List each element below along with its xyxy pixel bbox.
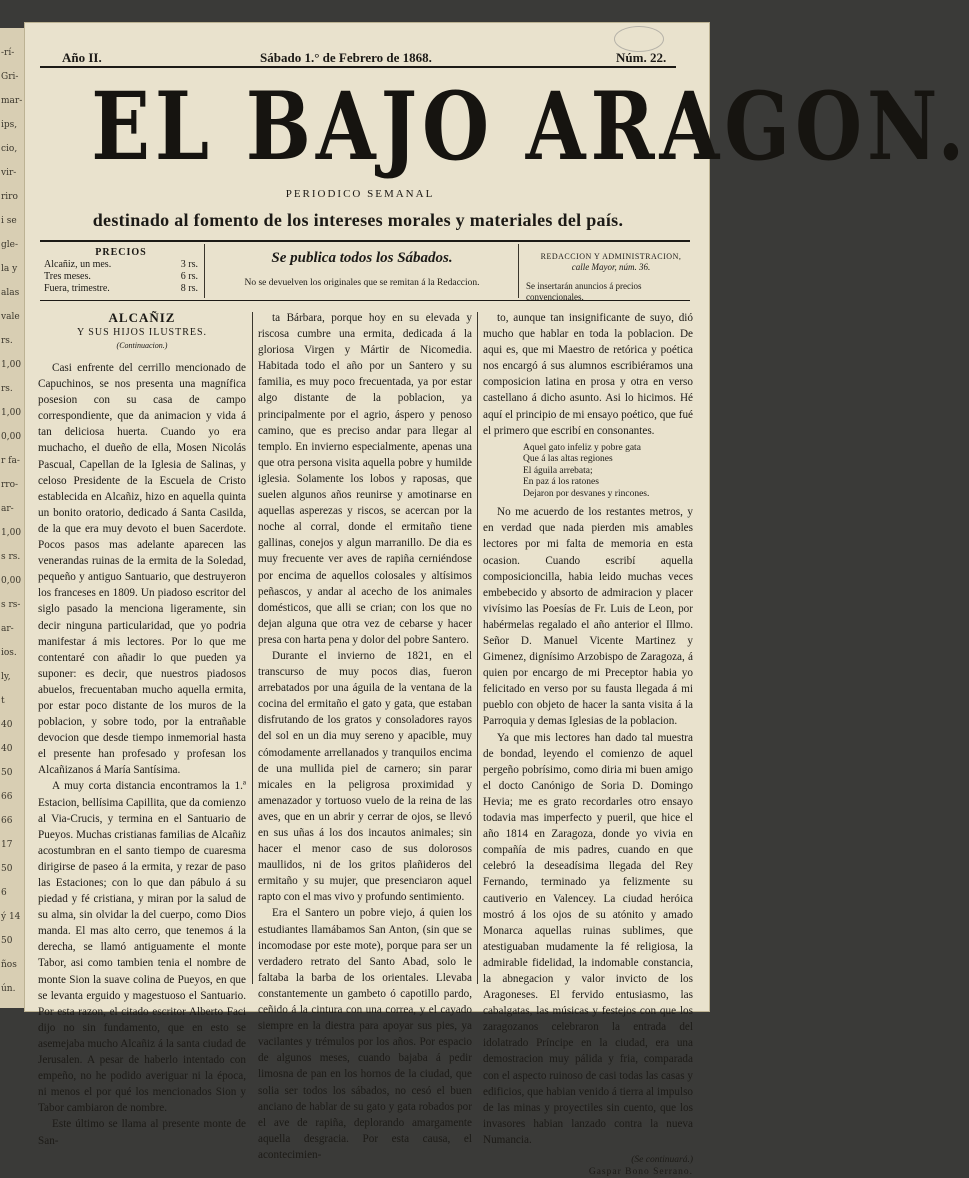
masthead-tagline: destinado al fomento de los intereses morales y materiales del país. [92,210,624,230]
verse-line: El águila arrebata; [523,465,593,476]
left-page-fragment: 66 [1,816,13,826]
publication-schedule: Se publica todos los Sábados. [271,250,453,266]
price-value: 3 rs. [180,259,198,270]
article-heading: ALCAÑIZ [108,310,176,325]
article-paragraph: Ya que mis lectores han dado tal muestra de bondad, leyendo el comienzo de aquel pergeño pobrísimo, como diria mi buen amigo el docto Canónigo de Soria D. Domingo Hevia; me es grato recordarles otro ensayo todavia mas imperfecto y pueril, que hice el año 1814 en Zaragoza, donde yo vivia en compañía de mis padres, cuando en que celebró la deseadísima llegada del Rey Fernando, terminado ya felizmente su cautiverio en Valencey. La ciudad heróica mostró á los ojos de su atónito y amado Monarca aquellas ruinas sublimes, que atestiguaban mudamente la fé religiosa, la admirable fidelidad, la indomable constancia, la abnegacion y valor invicto de los Aragoneses. El fervido entusiasmo, las cabalgatas, las músicas y festejos con que los zaragozanos celebraron la entrada del idolatrado Príncipe en la ciudad, era una demostracion muy pálida y fria, comparada con el aspecto ruinoso de casi todas las casas y edificios, que habian venido á tierra al impulso de las minas y proyectiles sin cuento, que los invasores habian lanzado contra la nueva Numancia. [483,731,694,1146]
left-page-fragment: 0,00 [1,576,22,586]
office-address: calle Mayor, núm. 36. [571,262,651,272]
publication-box [210,246,514,290]
left-page-fragment: 6 [1,888,7,898]
left-page-fragment: ly, [1,672,11,682]
left-page-fragment: 1,00 [1,360,22,370]
article-column-2 [258,310,472,1163]
issue-date: Sábado 1.° de Febrero de 1868. [260,50,432,65]
prices-heading: PRECIOS [95,247,147,258]
column-rule-1 [252,312,253,984]
left-page-fragment: 1,00 [1,528,22,538]
left-page-fragment: riro [1,192,18,202]
left-page-fragment: t [1,696,5,706]
article-paragraph: Era el Santero un pobre viejo, á quien los estudiantes llamábamos San Anton, (sin que se incomodase por este mote), porque para ser un verdadero retrato del Santo Abad, solo le faltaba la barba de los orientales. Llevaba constantemente un gambeto ó capotillo pardo, ceñido á la cintura con una correa, y el cayado siempre en la diestra para apoyar sus pies, ya vacilantes y trémulos por los años. Por espacio de algunos meses, cuando bajaba á pedir limosna de pan en los hornos de la ciudad, que solia ser todos los sábados, no cesó el buen anciano de hablar de su gato y gata robados por el ave de rapiña, deplorando amargamente aquella desgracia. Por esta causa, el acontecimien- [258,907,472,1161]
left-page-fragment: mar- [1,96,23,106]
issue-year: Año II. [62,50,102,65]
left-page-fragment: rro- [1,480,19,490]
price-label: Tres meses. [44,271,91,282]
left-page-fragment: 0,00 [1,432,22,442]
masthead-title: EL BAJO ARAGON. [91,72,969,182]
verse-line: Que á las altas regiones [523,454,613,465]
article-paragraph: to, aunque tan insignificante de suyo, dió mucho que hablar en toda la poblacion. De aqui es, que mi Maestro de retórica y poética nos encargó á sus alumnos escribiéramos una composicion latina en prosa y otra en verso castellano á dicho asunto. Asi lo hicimos. Hé aquí el principio de mi ensayo poético, que fué el primero que escribí en consonantes. [483,312,693,437]
price-row [44,271,198,283]
left-page-fragment: ún. [1,984,16,994]
left-page-fragment: la y [1,264,18,274]
article-paragraph: No me acuerdo de los restantes metros, y en verdad que nada pierden mis amables lectores por mi falta de memoria en esta ocasion. Cuando escribí aquella composicioncilla, habia leido muchas veces embebecido y absorto de admiracion y placer vivísimo las Poesías de Fr. Luis de Leon, por habérmelas regalado el año anterior el Illmo. Señor D. Manuel Vicente Martinez y Gimenez, dignísimo Arzobispo de Zaragoza, á quien por encargo de mi Preceptor habia yo felicitado en verso por su fausta llegada á mi pueblo con objeto de hacer la santa visita á la Parroquia y demas Iglesias de la poblacion. [483,506,693,728]
left-page-fragment: Gri- [1,72,19,82]
left-page-fragment: ar- [1,504,14,514]
left-page-fragment: 50 [1,864,13,874]
prices-list [44,259,198,295]
price-value: 8 rs. [180,283,198,294]
article-column-3 [483,310,693,1178]
prices-box [44,247,198,295]
left-page-fragment: 50 [1,936,13,946]
info-divider-1 [204,244,205,298]
left-page-fragment: ý 14 [1,912,21,922]
publication-note: No se devuelven los originales que se remitan á la Redaccion. [244,278,480,288]
left-page-fragment: 1,00 [1,408,22,418]
poem-verse [523,443,693,501]
masthead-subtitle: PERIODICO SEMANAL [285,188,435,200]
left-page-fragment: ar- [1,624,14,634]
issue-number: Núm. 22. [616,50,667,65]
office-heading: REDACCION Y ADMINISTRACION, [540,252,682,261]
left-page-fragment: vir- [1,168,17,178]
price-row [44,259,198,271]
left-page-fragment: s rs. [1,552,21,562]
office-ads: Se insertarán anuncios á precios convencionales. [526,281,642,302]
column-3-text-continued [483,504,693,1148]
to-be-continued: (Se continuará.) [631,1155,693,1165]
left-page-fragment: s rs- [1,600,21,610]
column-3-text [483,310,693,439]
left-page-fragment: 40 [1,744,13,754]
left-page-fragment: vale [1,312,20,322]
left-page-fragment: r fa- [1,456,20,466]
left-page-fragment: alas [1,288,20,298]
article-column-1 [38,310,246,1149]
verse-line: En paz á los ratones [523,477,599,488]
article-paragraph: A muy corta distancia encontramos la 1.ª Estacion, bellísima Capillita, que da comienzo al Via-Crucis, y termina en el Santuario de Pueyos. Muchas cristianas familias de Alcañiz acostumbran en el santo tiempo de cuaresma dirigirse de paseo á la ermita, y rezar de paso las Estaciones; con lo que dan pábulo á su piedad y fé cristiana, y miran por la salud de su alma, sin olvidar la del cuerpo, como Dios manda. El mas alto cerro, que tenemos á la derecha, se llamó antiguamente el monte Tabor, asi como tambien tenia el nombre de monte Sion la suave colina de Pueyos, en que se levanta erguido y magestuoso el Santuario. Por esta razon, el citado escritor Alberto Faci dijo no sin fundamento, que en esto se asemejaba mucho Alcañiz á la santa ciudad de Jerusalen. A pesar de haberlo intentado con empeño, no he podido averiguar ni la época, ni menos el por qué los mencionados Sion y Tabor cambiaron de nombre. [38,780,246,1115]
left-page-fragment: -rí- [1,48,15,58]
column-rule-2 [477,312,478,984]
left-page-fragment: ios. [1,648,17,658]
column-1-text [38,360,246,1149]
left-page-fragment: i se [1,216,17,226]
price-label: Alcañiz, un mes. [44,259,112,270]
left-page-fragment: 66 [1,792,13,802]
left-page-fragment: rs. [1,336,13,346]
price-label: Fuera, trimestre. [44,283,110,294]
library-stamp [614,26,664,52]
previous-page-edge [0,28,24,1008]
article-paragraph: Durante el invierno de 1821, en el transcurso de muy pocos dias, fueron arrebatados por una águila de la ventana de la cocina del ermitaño el gato y gata, que estaban disfrutando de los gratos y consoladores rayos del sol en un dia muy sereno y apacible, muy cómodamente arrellanados y tranquilos encima de una mullida piel de carnero; sin parar micales en la peligrosa proximidad y amenazador y tortuoso vuelo de la reina de las aves, que en un abrir y cerrar de ojos, se llevó en sus uñas á los dos incautos animales; sin hacer el menor caso de sus dolorosos maullidos, ni de los gritos plañideros del ermitaño y su mujer, que presenciaron aquel rapto con el mas vivo y profundo sentimiento. [258,649,472,904]
verse-line: Aquel gato infeliz y pobre gata [523,442,641,453]
author-signature: Gaspar Bono Serrano. [588,1167,693,1177]
column-2-text [258,310,472,1163]
article-paragraph: ta Bárbara, porque hoy en su elevada y riscosa cumbre una ermita, dedicada á la gloriosa Virgen y Mártir de Nicomedia. Habitada todo el año por un Santero y su familia, es muy poco frecuentada, ya por estar algo distante de la poblacion, ya principalmente por el agrio, áspero y penoso camino, que es preciso andar para llegar al templo. En invierno especialmente, apenas una que otra persona visita aquella pobre y humilde iglesia. Solamente los lobos y raposas, que suelen algunos años reunirse y amotinarse en aquellas asperezas y riscos, se acercan por la noche al corral, donde el ermitaño tiene gallinas, conejos y algun marranillo. De dia es muy frecuente ver aves de rapiña cerniéndose por encima de aquellos colosales y altísimos peñascos, y andar al acecho de los animales domésticos, que alli se crian; con los que no dejan alguna que otra vez de cebarse y hacer presa con harta pena y dolor del pobre Santero. [258,312,472,646]
verse-line: Dejaron por desvanes y rincones. [523,488,650,499]
article-continuation-note: (Continuacion.) [116,341,168,350]
price-value: 6 rs. [180,271,198,282]
info-divider-2 [518,244,519,298]
left-page-fragment: 50 [1,768,13,778]
left-page-fragment: cio, [1,144,18,154]
left-page-fragment: 40 [1,720,13,730]
article-paragraph: Casi enfrente del cerrillo mencionado de Capuchinos, se nos presenta una magnífica posesion con su casa de campo correspondiente, que da animacion y vida á tan deliciosa huerta. Cuando yo era muchacho, el dueño de ella, Mosen Nicolás Pascual, Capellan de la Iglesia de Salinas, y celoso Presidente de la Escuela de Cristo establecida en Alcañiz, hizo en aquella quinta un bonito oratorio, dedicado á Santa Casilda, de la que era muy devoto el buen Sacerdote. Pocos pasos mas adelante aparecen las venerandas ruinas de la ermita de la Soledad, pequeño y antiguo Santuario, que destruyeron los franceses en 1809. Un piadoso escritor del siglo pasado la menciona ligeramente, sin decir ninguna particularidad, que yo podria manifestar á mis lectores. Por lo que me contentaré con añadir lo que pueden ya suponer: es decir, que nuestros piadosos abuelos, frecuentaban mucho aquella ermita, por estar poco distante de los muros de la poblacion, y sobre todo, por la entrañable devocion que desde tiempo inmemorial hasta el presente han profesado y profesan los Alcañizanos á María Santísima. [38,362,246,777]
office-box [526,251,696,303]
left-page-fragment: ips, [1,120,18,130]
left-page-fragment: gle- [1,240,19,250]
left-page-fragment: 17 [1,840,13,850]
price-row [44,283,198,295]
article-subheading: Y SUS HIJOS ILUSTRES. [76,327,208,338]
info-rule-top [40,240,690,242]
left-page-fragment: ños [1,960,17,970]
left-page-fragment: rs. [1,384,13,394]
article-paragraph: Este último se llama al presente monte de San- [38,1118,246,1147]
